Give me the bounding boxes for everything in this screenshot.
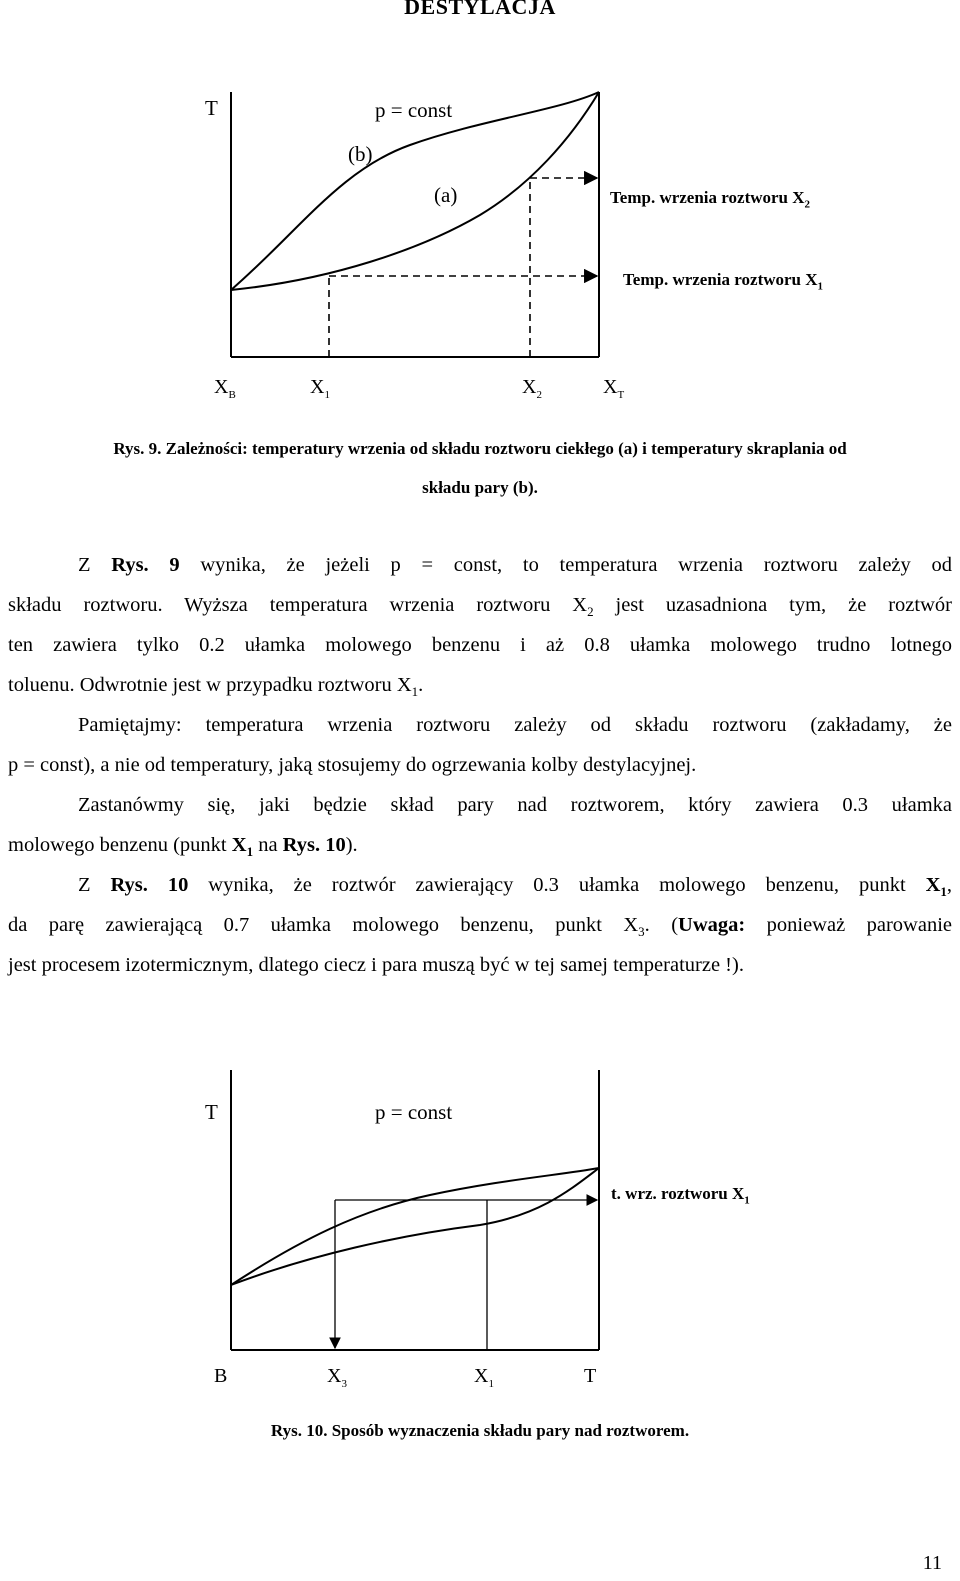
fig9-x2-label: $X_2$ bbox=[522, 376, 542, 401]
fig10-b-label: B bbox=[214, 1365, 228, 1387]
fig10-curve-upper bbox=[231, 1168, 599, 1285]
p4-line1: Z Rys. 10 wynika, że roztwór zawierający 0.3 ułamka molowego benzenu, punkt $X_1$, bbox=[78, 874, 953, 900]
fig10-pressure-label: p = const bbox=[375, 1100, 453, 1124]
p1-line4: toluenu. Odwrotnie jest w przypadku roztworu $X_1$. bbox=[8, 674, 424, 700]
fig10-x1-label: $X_1$ bbox=[474, 1365, 494, 1390]
figure-10-caption: Rys. 10. Sposób wyznaczenia składu pary nad roztworem. bbox=[270, 1421, 690, 1440]
p2-line1: Pamiętajmy: temperatura wrzenia roztworu zależy od składu roztworu (zakładamy, że bbox=[78, 714, 952, 736]
body-text bbox=[8, 545, 952, 985]
fig9-temp-x2-label: Temp. wrzenia roztworu $X_2$ bbox=[610, 188, 811, 211]
fig9-pressure-label: p = const bbox=[375, 98, 453, 122]
p2-line2: p = const), a nie od temperatury, jaką stosujemy do ogrzewania kolby destylacyjnej. bbox=[8, 754, 697, 776]
fig9-xb-label: $X_B$ bbox=[214, 376, 236, 401]
fig9-curve-a-label: (a) bbox=[434, 183, 458, 207]
fig10-t-axis-label: T bbox=[584, 1365, 597, 1387]
p3-line2: molowego benzenu (punkt $X_1$ na Rys. 10). bbox=[8, 834, 358, 860]
p1-line3: ten zawiera tylko 0.2 ułamka molowego benzenu i aż 0.8 ułamka molowego trudno lotnego bbox=[8, 634, 952, 656]
fig9-temp-x1-label: Temp. wrzenia roztworu $X_1$ bbox=[623, 270, 824, 293]
p1-line1: Z Rys. 9 wynika, że jeżeli p = const, to temperatura wrzenia roztworu zależy od bbox=[78, 554, 952, 576]
figure-9-caption: Rys. 9. Zależności: temperatury wrzenia od składu roztworu ciekłego (a) i temperatury skraplania od składu pary (b). bbox=[113, 439, 847, 497]
fig10-t-label: T bbox=[205, 1100, 218, 1124]
figure-9-diagram bbox=[0, 0, 960, 420]
page-title: DESTYLACJA bbox=[404, 0, 556, 19]
figure-10-diagram bbox=[0, 1050, 960, 1370]
fig10-temp-label: t. wrz. roztworu $X_1$ bbox=[611, 1184, 750, 1207]
p3-line1: Zastanówmy się, jaki będzie skład pary nad roztworem, który zawiera 0.3 ułamka bbox=[78, 794, 952, 816]
fig10-curve-lower bbox=[231, 1168, 599, 1285]
p4-line3: jest procesem izotermicznym, dlatego ciecz i para muszą być w tej samej temperaturze !). bbox=[8, 954, 744, 976]
fig9-curve-b-label: (b) bbox=[348, 142, 373, 166]
page-number: 11 bbox=[922, 1552, 942, 1574]
fig9-t-label: T bbox=[205, 96, 218, 120]
fig9-x1-label: $X_1$ bbox=[310, 376, 330, 401]
p4-line2: da parę zawierającą 0.7 ułamka molowego benzenu, punkt $X_3$. (Uwaga: ponieważ parowanie bbox=[8, 914, 952, 940]
p1-line2: składu roztworu. Wyższa temperatura wrzenia roztworu $X_2$ jest uzasadniona tym, że roztwór bbox=[8, 594, 952, 620]
fig10-x3-label: $X_3$ bbox=[327, 1365, 347, 1390]
fig9-xt-label: $X_T$ bbox=[603, 376, 625, 401]
